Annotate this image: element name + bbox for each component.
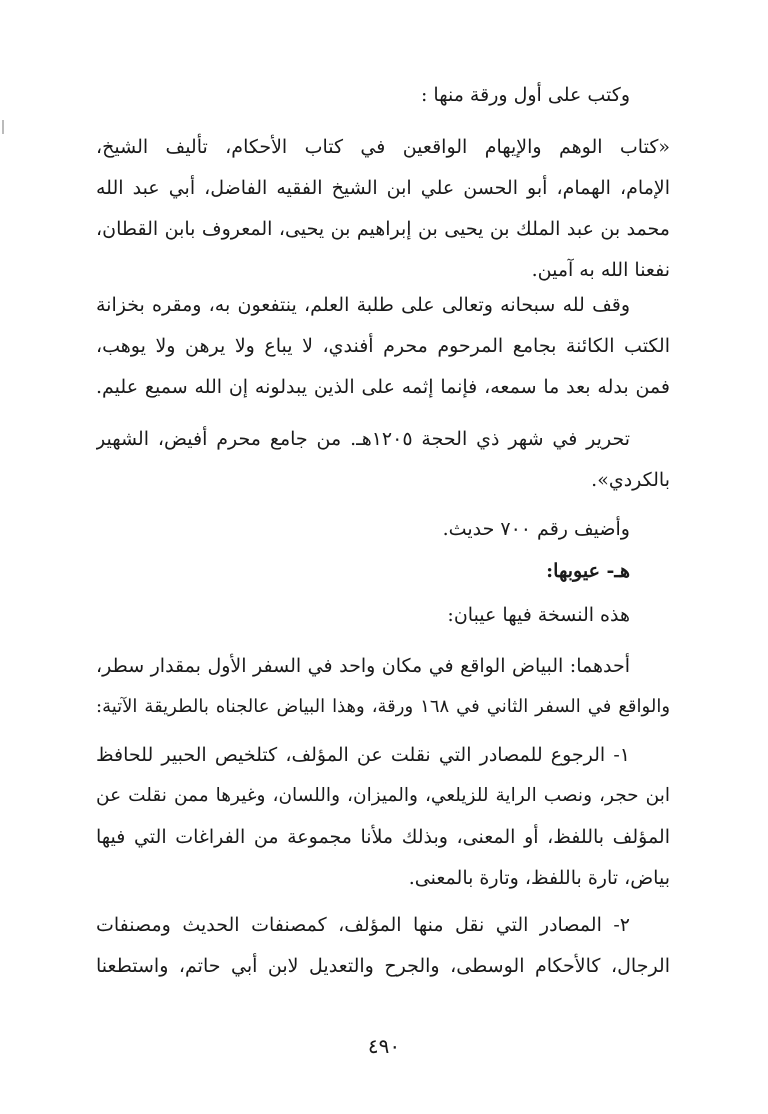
text-line-15: والواقع في السفر الثاني في ١٦٨ ورقة، وهذا البياض عالجناه بالطريقة الآتية:	[96, 696, 670, 717]
section-heading: هـ- عيوبها:	[546, 560, 630, 582]
text-line-1: وكتب على أول ورقة منها :	[420, 84, 630, 106]
text-line-13: هذه النسخة فيها عيبان:	[447, 604, 630, 626]
text-line-11: وأضيف رقم ٧٠٠ حديث.	[442, 518, 630, 540]
text-line-20: ٢- المصادر التي نقل منها المؤلف، كمصنفات الحديث ومصنفات	[96, 914, 630, 936]
text-line-9: تحرير في شهر ذي الحجة ١٢٠٥هـ. من جامع محرم أفيض، الشهير	[96, 428, 630, 450]
text-line-14: أحدهما: البياض الواقع في مكان واحد في السفر الأول بمقدار سطر،	[96, 655, 630, 677]
text-line-6: وقف لله سبحانه وتعالى على طلبة العلم، ينتفعون به، ومقره بخزانة	[96, 294, 630, 316]
text-line-19: بياض، تارة باللفظ، وتارة بالمعنى.	[408, 867, 670, 889]
text-line-3: الإمام، الهمام، أبو الحسن علي ابن الشيخ الفقيه الفاضل، أبي عبد الله	[96, 177, 670, 199]
text-line-5: نفعنا الله به آمين.	[531, 259, 670, 281]
text-line-16: ١- الرجوع للمصادر التي نقلت عن المؤلف، كتلخيص الحبير للحافظ	[96, 744, 630, 766]
margin-mark	[2, 120, 4, 134]
text-line-2: «كتاب الوهم والإيهام الواقعين في كتاب الأحكام، تأليف الشيخ،	[96, 136, 670, 158]
text-line-4: محمد بن عبد الملك بن يحيى بن إبراهيم بن يحيى، المعروف بابن القطان،	[96, 218, 670, 240]
text-line-8: فمن بدله بعد ما سمعه، فإنما إثمه على الذين يبدلونه إن الله سميع عليم.	[96, 376, 670, 398]
page-number: ٤٩٠	[367, 1034, 401, 1058]
text-line-21: الرجال، كالأحكام الوسطى، والجرح والتعديل لابن أبي حاتم، واستطعنا	[96, 955, 670, 977]
text-line-7: الكتب الكائنة بجامع المرحوم محرم أفندي، لا يباع ولا يرهن ولا يوهب،	[96, 335, 670, 357]
text-line-18: المؤلف باللفظ، أو المعنى، وبذلك ملأنا مجموعة من الفراغات التي فيها	[96, 826, 670, 848]
text-line-17: ابن حجر، ونصب الراية للزيلعي، والميزان، واللسان، وغيرها ممن نقلت عن	[96, 785, 670, 806]
text-line-10: بالكردي».	[591, 469, 670, 491]
